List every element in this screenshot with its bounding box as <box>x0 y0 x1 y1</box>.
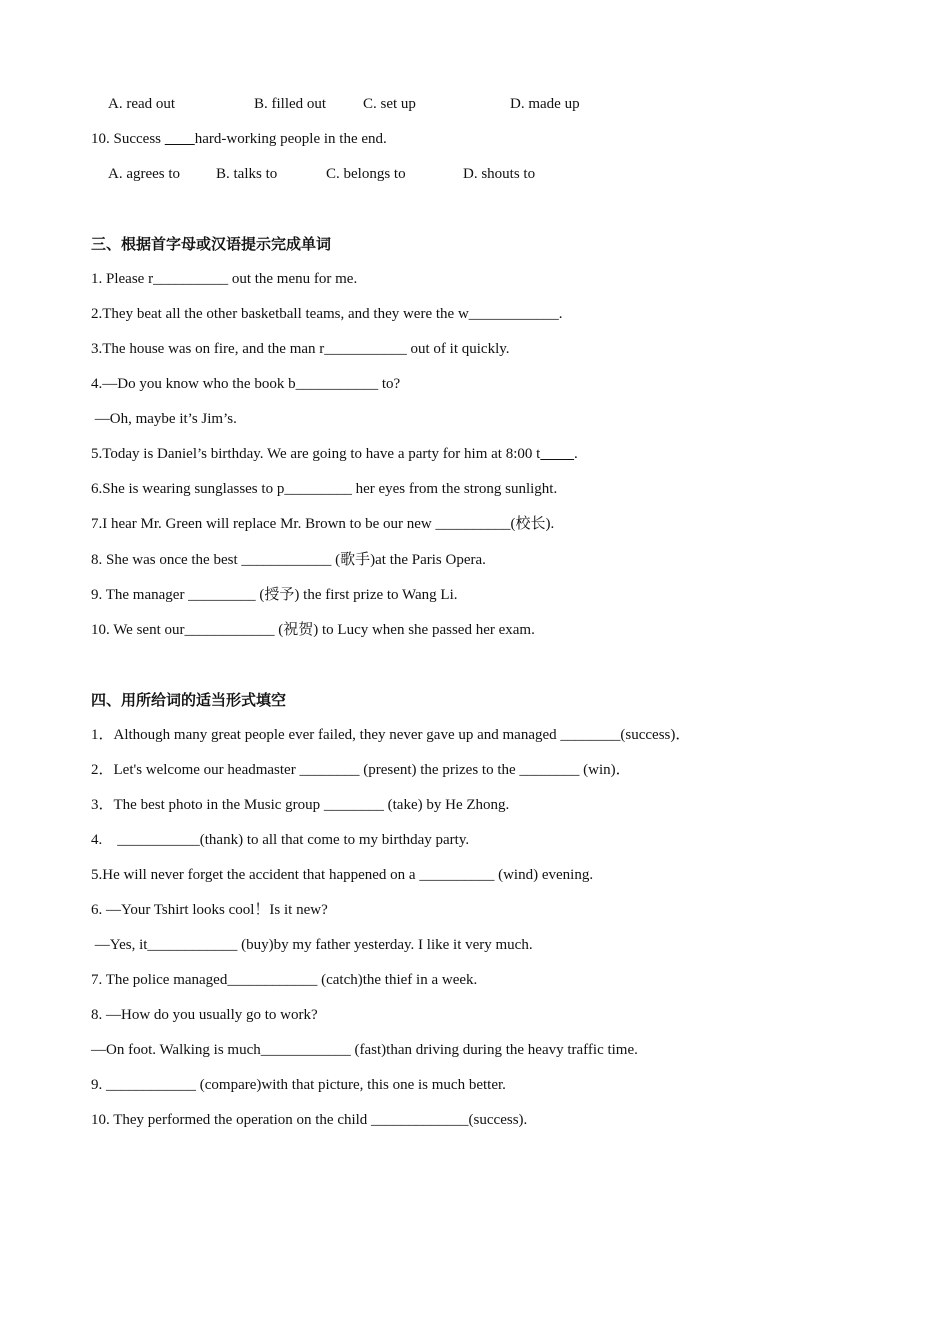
section3-item-6: 6.She is wearing sunglasses to p_________ her eyes from the strong sunlight. <box>91 481 558 497</box>
section3-item-5 <box>91 444 578 464</box>
section3-item-9: 9. The manager _________ (授予) the first prize to Wang Li. <box>91 587 458 603</box>
section3-item-8: 8. She was once the best ____________ (歌手)at the Paris Opera. <box>91 552 486 568</box>
section4-item-10: 10. They performed the operation on the child _____________(success). <box>91 1112 528 1128</box>
q10-option-a: A. agrees to <box>108 166 181 182</box>
section4-item-6: 6. —Your Tshirt looks cool！Is it new? <box>91 902 328 918</box>
section4-item-8: 8. —How do you usually go to work? <box>91 1007 318 1023</box>
section4-item-8-answer: —On foot. Walking is much____________ (fast)than driving during the heavy traffic time. <box>91 1042 638 1058</box>
q9-option-d: D. made up <box>510 96 580 112</box>
section4-item-1: 1．Although many great people ever failed, they never gave up and managed ________(success)． <box>91 727 691 743</box>
section3-item-1: 1. Please r__________ out the menu for me. <box>91 271 358 287</box>
q10-prefix: 10. Success <box>91 131 165 147</box>
section3-item-5-suffix: . <box>574 446 578 462</box>
section3-item-2: 2.They beat all the other basketball teams, and they were the w____________. <box>91 306 563 322</box>
q9-option-b: B. filled out <box>254 96 327 112</box>
section4-item-3: 3．The best photo in the Music group ________ (take) by He Zhong. <box>91 797 510 813</box>
section3-item-5-blank <box>540 446 574 462</box>
q10-stem <box>91 129 387 149</box>
section3-item-3: 3.The house was on fire, and the man r___________ out of it quickly. <box>91 341 510 357</box>
section4-heading: 四、用所给词的适当形式填空 <box>91 691 287 709</box>
section3-item-4-answer: —Oh, maybe it’s Jim’s. <box>91 411 237 427</box>
q10-option-c: C. belongs to <box>326 166 406 182</box>
section3-item-4: 4.—Do you know who the book b___________ to? <box>91 376 401 392</box>
q9-option-c: C. set up <box>363 96 416 112</box>
q10-option-b: B. talks to <box>216 166 278 182</box>
section4-item-5: 5.He will never forget the accident that happened on a __________ (wind) evening. <box>91 867 594 883</box>
q10-blank <box>165 131 195 147</box>
section4-item-4: 4. ___________(thank) to all that come to my birthday party. <box>91 832 470 848</box>
section4-item-2: 2．Let's welcome our headmaster ________ (present) the prizes to the ________ (win)． <box>91 762 631 778</box>
section3-item-5-prefix: 5.Today is Daniel’s birthday. We are going to have a party for him at 8:00 t <box>91 446 541 462</box>
q10-option-d: D. shouts to <box>463 166 536 182</box>
section4-item-7: 7. The police managed____________ (catch)the thief in a week. <box>91 972 478 988</box>
section3-heading: 三、根据首字母或汉语提示完成单词 <box>91 235 332 253</box>
section3-item-7: 7.I hear Mr. Green will replace Mr. Brown to be our new __________(校长). <box>91 516 555 532</box>
section3-item-10: 10. We sent our____________ (祝贺) to Lucy when she passed her exam. <box>91 622 535 638</box>
q9-option-a: A. read out <box>108 96 176 112</box>
section4-item-9: 9. ____________ (compare)with that picture, this one is much better. <box>91 1077 506 1093</box>
q10-suffix: hard-working people in the end. <box>194 131 387 147</box>
section4-item-6-answer: —Yes, it____________ (buy)by my father yesterday. I like it very much. <box>91 937 533 953</box>
